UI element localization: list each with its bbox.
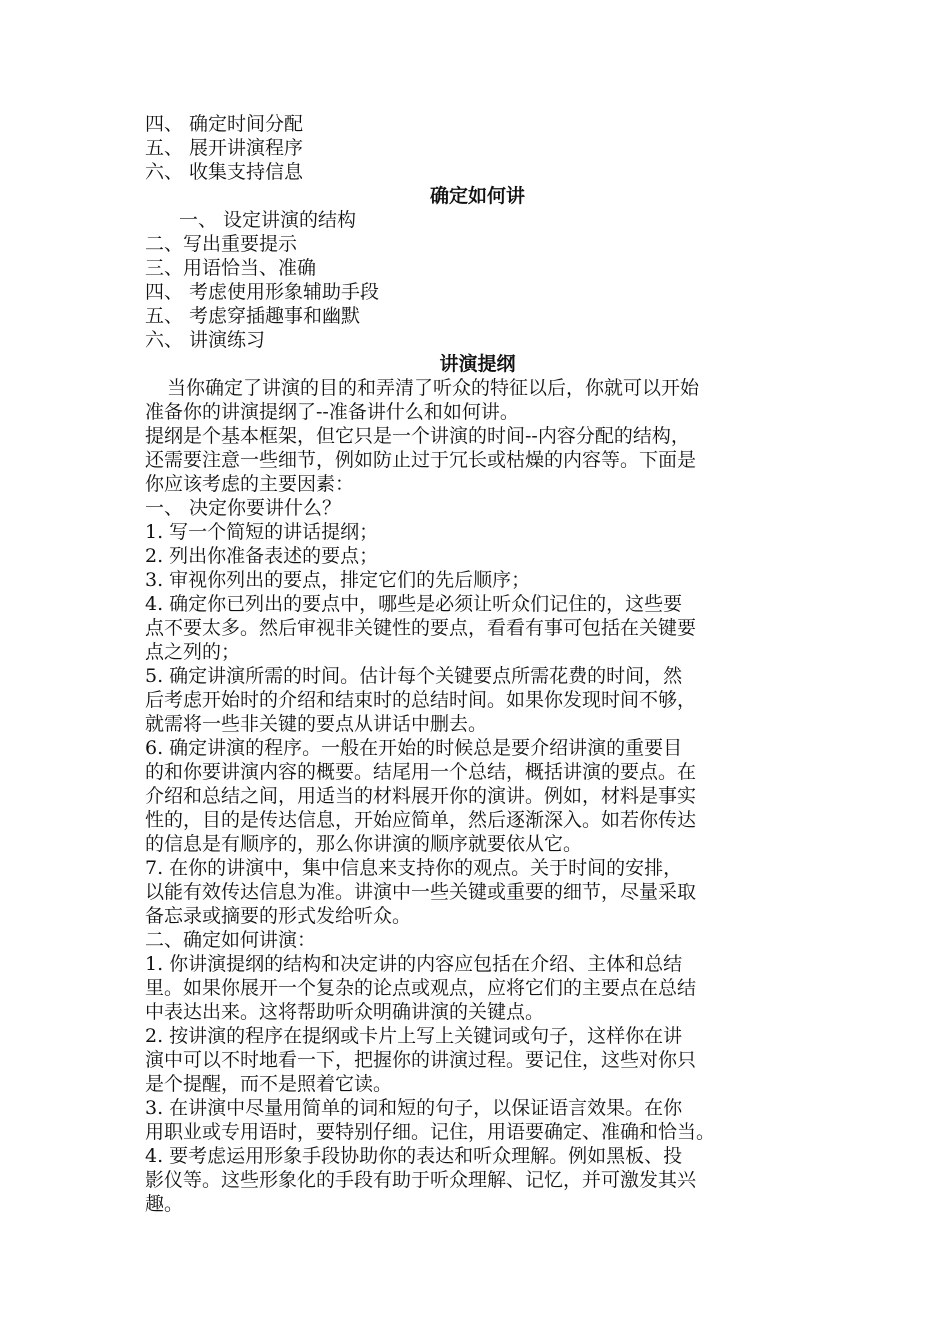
section1-list <box>145 208 810 352</box>
paragraph-line: 备忘录或摘要的形式发给听众。 <box>145 905 412 927</box>
paragraph-line: 准备你的讲演提纲了--准备讲什么和如何讲。 <box>145 401 519 423</box>
list-item: 三、用语恰当、准确 <box>145 257 317 279</box>
part1-heading: 一、 决定你要讲什么？ <box>145 497 342 519</box>
part2-heading: 二、确定如何讲演： <box>145 929 317 951</box>
list-item: 一、 设定讲演的结构 <box>179 209 357 231</box>
paragraph-line: 2. 列出你准备表述的要点； <box>145 545 379 567</box>
document-page <box>145 112 810 1216</box>
paragraph-line: 3. 审视你列出的要点，排定它们的先后顺序； <box>145 569 531 591</box>
paragraph-line: 还需要注意一些细节，例如防止过于冗长或枯燥的内容等。下面是 <box>145 449 697 471</box>
paragraph-line: 中表达出来。这将帮助听众明确讲演的关键点。 <box>145 1001 545 1023</box>
paragraph-line: 趣。 <box>145 1193 184 1215</box>
paragraph-line: 点不要太多。然后审视非关键性的要点，看看有事可包括在关键要 <box>145 617 697 639</box>
section-title-how-to-speak: 确定如何讲 <box>429 185 525 207</box>
paragraph-line: 5. 确定讲演所需的时间。估计每个关键要点所需花费的时间，然 <box>145 665 683 687</box>
paragraph-line: 以能有效传达信息为准。讲演中一些关键或重要的细节，尽量采取 <box>145 881 697 903</box>
paragraph-line: 性的，目的是传达信息，开始应简单，然后逐渐深入。如若你传达 <box>145 809 697 831</box>
paragraph-line: 1. 你讲演提纲的结构和决定讲的内容应包括在介绍、主体和总结 <box>145 953 683 975</box>
intro-paragraph <box>145 376 810 496</box>
top-list <box>145 112 810 184</box>
paragraph-line: 的和你要讲演内容的概要。结尾用一个总结，概括讲演的要点。在 <box>145 761 697 783</box>
list-item: 五、 考虑穿插趣事和幽默 <box>145 305 361 327</box>
paragraph-line: 当你确定了讲演的目的和弄清了听众的特征以后，你就可以开始 <box>167 377 700 399</box>
paragraph-line: 的信息是有顺序的，那么你讲演的顺序就要依从它。 <box>145 833 583 855</box>
list-item: 六、 讲演练习 <box>145 329 266 351</box>
section-title-speech-outline: 讲演提纲 <box>439 353 516 375</box>
paragraph-line: 后考虑开始时的介绍和结束时的总结时间。如果你发现时间不够， <box>145 689 697 711</box>
paragraph-line: 演中可以不时地看一下，把握你的讲演过程。要记住，这些对你只 <box>145 1049 697 1071</box>
paragraph-line: 点之列的； <box>145 641 241 663</box>
paragraph-line: 用职业或专用语时，要特别仔细。记住，用语要确定、准确和恰当。 <box>145 1121 716 1143</box>
paragraph-line: 里。如果你展开一个复杂的论点或观点，应将它们的主要点在总结 <box>145 977 697 999</box>
list-item: 四、 确定时间分配 <box>145 113 304 135</box>
paragraph-line: 6. 确定讲演的程序。一般在开始的时候总是要介绍讲演的重要目 <box>145 737 683 759</box>
paragraph-line: 4. 要考虑运用形象手段协助你的表达和听众理解。例如黑板、投 <box>145 1145 683 1167</box>
list-item: 四、 考虑使用形象辅助手段 <box>145 281 380 303</box>
paragraph-line: 4. 确定你已列出的要点中，哪些是必须让听众们记住的，这些要 <box>145 593 683 615</box>
list-item: 五、 展开讲演程序 <box>145 137 304 159</box>
paragraph-line: 是个提醒，而不是照着它读。 <box>145 1073 393 1095</box>
part2-body <box>145 952 810 1216</box>
paragraph-line: 2. 按讲演的程序在提纲或卡片上写上关键词或句子，这样你在讲 <box>145 1025 683 1047</box>
paragraph-line: 就需将一些非关键的要点从讲话中删去。 <box>145 713 488 735</box>
list-item: 六、 收集支持信息 <box>145 161 304 183</box>
paragraph-line: 1. 写一个简短的讲话提纲； <box>145 521 379 543</box>
paragraph-line: 3. 在讲演中尽量用简单的词和短的句子，以保证语言效果。在你 <box>145 1097 683 1119</box>
paragraph-line: 你应该考虑的主要因素： <box>145 473 355 495</box>
part1-body <box>145 520 810 928</box>
paragraph-line: 7. 在你的讲演中，集中信息来支持你的观点。关于时间的安排， <box>145 857 683 879</box>
paragraph-line: 提纲是个基本框架，但它只是一个讲演的时间--内容分配的结构， <box>145 425 690 447</box>
paragraph-line: 介绍和总结之间，用适当的材料展开你的演讲。例如，材料是事实 <box>145 785 697 807</box>
list-item: 二、写出重要提示 <box>145 233 298 255</box>
paragraph-line: 影仪等。这些形象化的手段有助于听众理解、记忆，并可激发其兴 <box>145 1169 697 1191</box>
